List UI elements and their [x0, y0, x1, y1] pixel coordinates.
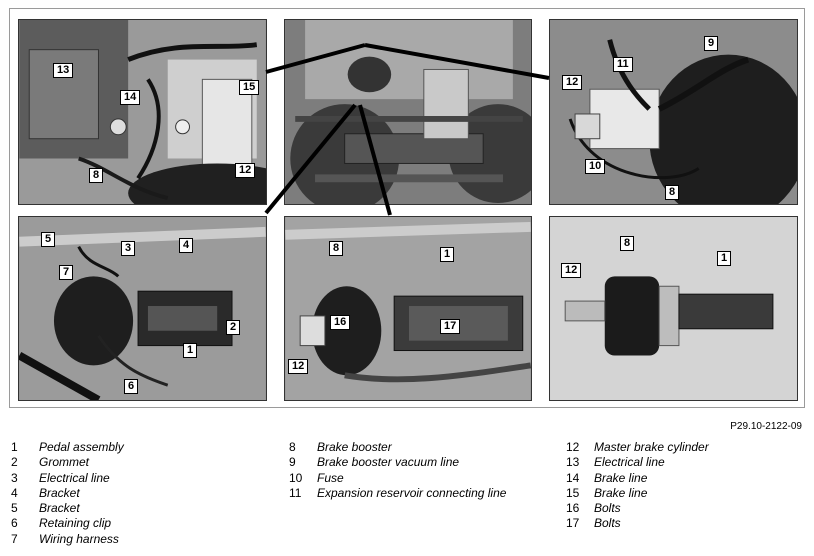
- legend-number: 11: [289, 485, 302, 500]
- legend-item: [11, 486, 124, 501]
- legend-item: [566, 501, 709, 516]
- legend-number: 14: [566, 470, 580, 485]
- photo-top-middle: [284, 19, 532, 205]
- legend-item: [566, 486, 709, 501]
- legend-label: Retaining clip: [39, 516, 112, 531]
- callout-17: 17: [440, 319, 460, 334]
- callout-12: 12: [288, 359, 308, 374]
- legend-item: [566, 471, 709, 486]
- legend-label: Brake booster: [317, 440, 392, 454]
- callout-1: 1: [183, 343, 197, 358]
- legend-number: 12: [566, 440, 580, 454]
- legend-label: Grommet: [39, 455, 90, 470]
- photo-middle-right: [549, 216, 798, 401]
- callout-16: 16: [330, 315, 350, 330]
- photo-middle-middle-drawing: [285, 217, 531, 400]
- callout-12: 12: [235, 163, 255, 178]
- photo-middle-left: [18, 216, 267, 401]
- photo-middle-middle: [284, 216, 532, 401]
- callout-11: 11: [613, 57, 633, 72]
- legend-label: Pedal assembly: [39, 440, 124, 454]
- callout-8: 8: [89, 168, 103, 183]
- callout-8: 8: [620, 236, 634, 251]
- callout-1: 1: [717, 251, 731, 266]
- legend-label: Brake booster vacuum line: [317, 455, 460, 470]
- legend-item: [289, 471, 506, 486]
- photo-top-left: [18, 19, 267, 205]
- legend-item: [11, 532, 124, 547]
- callout-1: 1: [440, 247, 454, 262]
- photo-middle-left-drawing: [19, 217, 266, 400]
- legend-number: 10: [289, 470, 303, 485]
- figure-reference: P29.10-2122-09: [730, 421, 802, 432]
- callout-15: 15: [239, 80, 259, 95]
- legend-item: [566, 455, 709, 470]
- legend-item: [289, 440, 506, 455]
- legend-number: 6: [11, 516, 18, 531]
- photo-top-left-drawing: [19, 20, 266, 204]
- legend-item: [11, 455, 124, 470]
- legend-label: Fuse: [317, 470, 344, 485]
- legend-label: Brake line: [594, 470, 648, 485]
- callout-14: 14: [120, 90, 140, 105]
- legend-number: 1: [11, 440, 18, 454]
- legend-number: 4: [11, 485, 18, 500]
- legend-number: 17: [566, 516, 580, 531]
- legend-number: 8: [289, 440, 296, 454]
- callout-2: 2: [226, 320, 240, 335]
- callout-12: 12: [561, 263, 581, 278]
- legend-label: Bracket: [39, 485, 80, 500]
- legend-label: Wiring harness: [39, 531, 119, 546]
- legend-number: 16: [566, 501, 580, 516]
- legend-label: Brake line: [594, 485, 648, 500]
- photo-top-middle-drawing: [285, 20, 531, 204]
- legend-label: Bracket: [39, 501, 80, 516]
- legend-label: Master brake cylinder: [594, 440, 709, 454]
- legend-item: [11, 516, 124, 531]
- legend-item: [289, 455, 506, 470]
- callout-6: 6: [124, 379, 138, 394]
- legend-item: [11, 471, 124, 486]
- legend-item: [289, 486, 506, 501]
- legend-number: 2: [11, 455, 18, 470]
- callout-3: 3: [121, 241, 135, 256]
- callout-8: 8: [665, 185, 679, 200]
- callout-9: 9: [704, 36, 718, 51]
- callout-5: 5: [41, 232, 55, 247]
- legend-number: 7: [11, 531, 18, 546]
- callout-10: 10: [585, 159, 605, 174]
- legend-item: [11, 501, 124, 516]
- legend-column-2: [289, 440, 506, 501]
- legend-number: 15: [566, 485, 580, 500]
- callout-4: 4: [179, 238, 193, 253]
- photo-top-right: [549, 19, 798, 205]
- legend-label: Expansion reservoir connecting line: [317, 485, 507, 500]
- callout-8: 8: [329, 241, 343, 256]
- callout-7: 7: [59, 265, 73, 280]
- photo-middle-right-drawing: [550, 217, 797, 400]
- callout-12: 12: [562, 75, 582, 90]
- legend-number: 13: [566, 455, 580, 470]
- legend-label: Electrical line: [594, 455, 665, 470]
- legend-label: Bolts: [594, 516, 621, 531]
- legend-label: Bolts: [594, 501, 621, 516]
- legend-column-1: [11, 440, 124, 547]
- legend-item: [566, 516, 709, 531]
- legend-number: 3: [11, 470, 18, 485]
- legend-column-3: [566, 440, 709, 532]
- legend-item: [11, 440, 124, 455]
- photo-top-right-drawing: [550, 20, 797, 204]
- legend-label: Electrical line: [39, 470, 110, 485]
- callout-13: 13: [53, 63, 73, 78]
- legend-number: 9: [289, 455, 296, 470]
- legend-item: [566, 440, 709, 455]
- legend-number: 5: [11, 501, 18, 516]
